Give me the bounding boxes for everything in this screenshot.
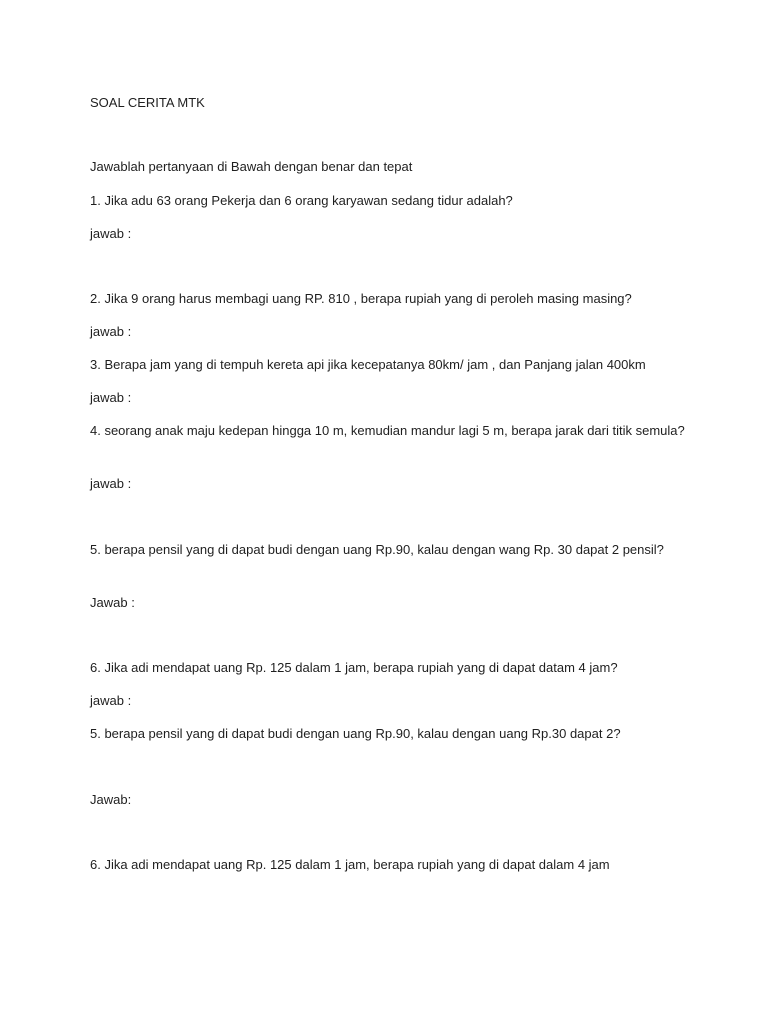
question-3: 3. Berapa jam yang di tempuh kereta api jika kecepatanya 80km/ jam , dan Panjang jalan 400km [90,357,646,372]
question-1: 1. Jika adu 63 orang Pekerja dan 6 orang karyawan sedang tidur adalah? [90,193,513,208]
question-6: 6. Jika adi mendapat uang Rp. 125 dalam 1 jam, berapa rupiah yang di dapat datam 4 jam? [90,660,618,675]
question-5: 5. berapa pensil yang di dapat budi dengan uang Rp.90, kalau dengan wang Rp. 30 dapat 2 pensil? [90,542,664,557]
instruction-text: Jawablah pertanyaan di Bawah dengan benar dan tepat [90,159,413,174]
question-4: 4. seorang anak maju kedepan hingga 10 m, kemudian mandur lagi 5 m, berapa jarak dari titik semula? [90,423,685,438]
answer-label-2: jawab : [90,324,132,339]
question-2: 2. Jika 9 orang harus membagi uang RP. 810 , berapa rupiah yang di peroleh masing masing? [90,291,632,306]
question-7: 5. berapa pensil yang di dapat budi dengan uang Rp.90, kalau dengan uang Rp.30 dapat 2? [90,726,621,741]
answer-label-1: jawab : [90,226,132,241]
document-title: SOAL CERITA MTK [90,95,205,110]
answer-label-5: Jawab : [90,595,135,610]
answer-label-3: jawab : [90,390,132,405]
question-8: 6. Jika adi mendapat uang Rp. 125 dalam 1 jam, berapa rupiah yang di dapat dalam 4 jam [90,857,610,872]
answer-label-7: Jawab: [90,792,132,807]
answer-label-4: jawab : [90,476,132,491]
answer-label-6: jawab : [90,693,132,708]
